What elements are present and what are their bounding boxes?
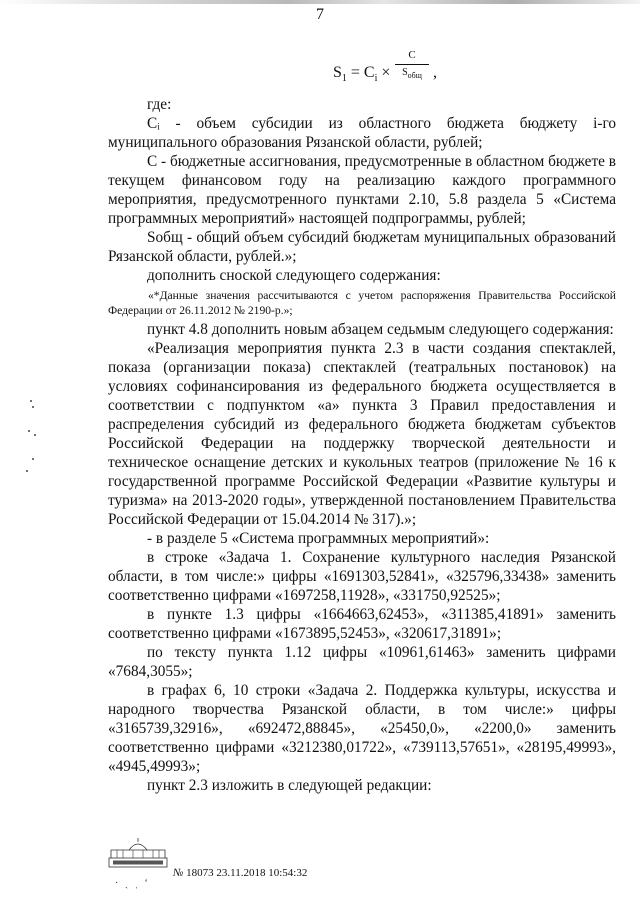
- formula-den-sub: общ: [407, 71, 422, 80]
- fraction-bar: [395, 64, 429, 65]
- formula-c-sub: i: [374, 73, 378, 85]
- scan-scribble-marks: · ˎ ˌ ʻ: [115, 878, 150, 889]
- document-body: [108, 95, 616, 795]
- text-task-2: в графах 6, 10 строки «Задача 2. Поддержка культуры, искусства и народного творчества Рязанской области, в том числе:» цифры «3165739,32916», «692472,88845», «25450,0», «2200,0» заменить соответственно цифрами «3212380,01722», «739113,57651», «28195,49993», «4945,49993»;: [108, 682, 616, 775]
- text-quote-implementation: «Реализация мероприятия пункта 2.3 в части создания спектаклей, показа (организации показа) спектаклей (театральных постановок) на условиях софинансирования из федерального бюджета осуществляется в соответствии с подпунктом «а» пункта 3 Правил предоставления и распределения субсидий из федерального бюджета бюджетам субъектов Российской Федерации на поддержку творческой деятельности и техническое оснащение детских и кукольных театров (приложение № 16 к государственной программе Российской Федерации «Развитие культуры и туризма» на 2013-2020 годы», утвержденной постановлением Правительства Российской Федерации от 15.04.2014 № 317).»;: [108, 340, 616, 528]
- text-item-1-12: по тексту пункта 1.12 цифры «10961,61463» заменить цифрами «7684,3055»;: [108, 644, 616, 680]
- formula-s-sub: 1: [341, 73, 347, 85]
- footnote-text: «*Данные значения рассчитываются с учетом распоряжения Правительства Российской Федерации от 26.11.2012 № 2190-р.»;: [108, 289, 616, 317]
- text-task-1: в строке «Задача 1. Сохранение культурного наследия Рязанской области, в том числе:» цифры «1691303,52841», «325796,33438» заменить соответственно цифрами «1697258,11928», «331750,92525»;: [108, 549, 616, 604]
- doc-number-prefix: №: [173, 867, 184, 879]
- government-building-stamp-icon: [107, 836, 169, 870]
- formula-equals-c: = C: [346, 64, 375, 81]
- formula-s: S: [333, 64, 342, 81]
- formula-tail: ,: [433, 64, 437, 81]
- document-registration-number: [173, 866, 307, 880]
- formula-den-s: S: [402, 67, 408, 78]
- formula-lhs: [333, 64, 390, 84]
- formula-numerator: C: [408, 49, 416, 61]
- text-item-1-3: в пункте 1.3 цифры «1664663,62453», «311385,41891» заменить соответственно цифрами «1673895,52453», «320617,31891»;: [108, 606, 616, 642]
- text-ci-definition: Cᵢ - объем субсидии из областного бюджета бюджету i-го муниципального образования Рязанской области, рублей;: [108, 115, 616, 151]
- formula-denominator: [395, 67, 429, 82]
- scan-top-edge: [0, 0, 640, 4]
- text-where: где:: [147, 96, 172, 113]
- doc-datetime: 23.11.2018 10:54:32: [216, 867, 308, 879]
- scan-margin-marks: [20, 400, 50, 480]
- text-item-2-3: пункт 2.3 изложить в следующей редакции:: [147, 777, 432, 794]
- page-number: 7: [316, 6, 324, 23]
- doc-number: 18073: [186, 867, 214, 879]
- formula-fraction: [395, 48, 429, 82]
- document-footer: [107, 866, 437, 896]
- formula-times: ×: [377, 64, 391, 81]
- text-item-4-8: пункт 4.8 дополнить новым абзацем седьмым следующего содержания:: [147, 321, 614, 338]
- subsidy-formula: [333, 48, 453, 94]
- text-add-footnote: дополнить сноской следующего содержания:: [147, 267, 441, 284]
- text-section-5: - в разделе 5 «Система программных мероприятий»:: [147, 530, 490, 547]
- text-c-definition: С - бюджетные ассигнования, предусмотренные в областном бюджете в текущем финансовом году на реализацию каждого программного мероприятия, предусмотренного пунктами 2.10, 5.8 раздела 5 «Система программных мероприятий» настоящей подпрограммы, рублей;: [108, 153, 616, 227]
- text-sobsh-definition: Sобщ - общий объем субсидий бюджетам муниципальных образований Рязанской области, рублей.»;: [108, 229, 616, 265]
